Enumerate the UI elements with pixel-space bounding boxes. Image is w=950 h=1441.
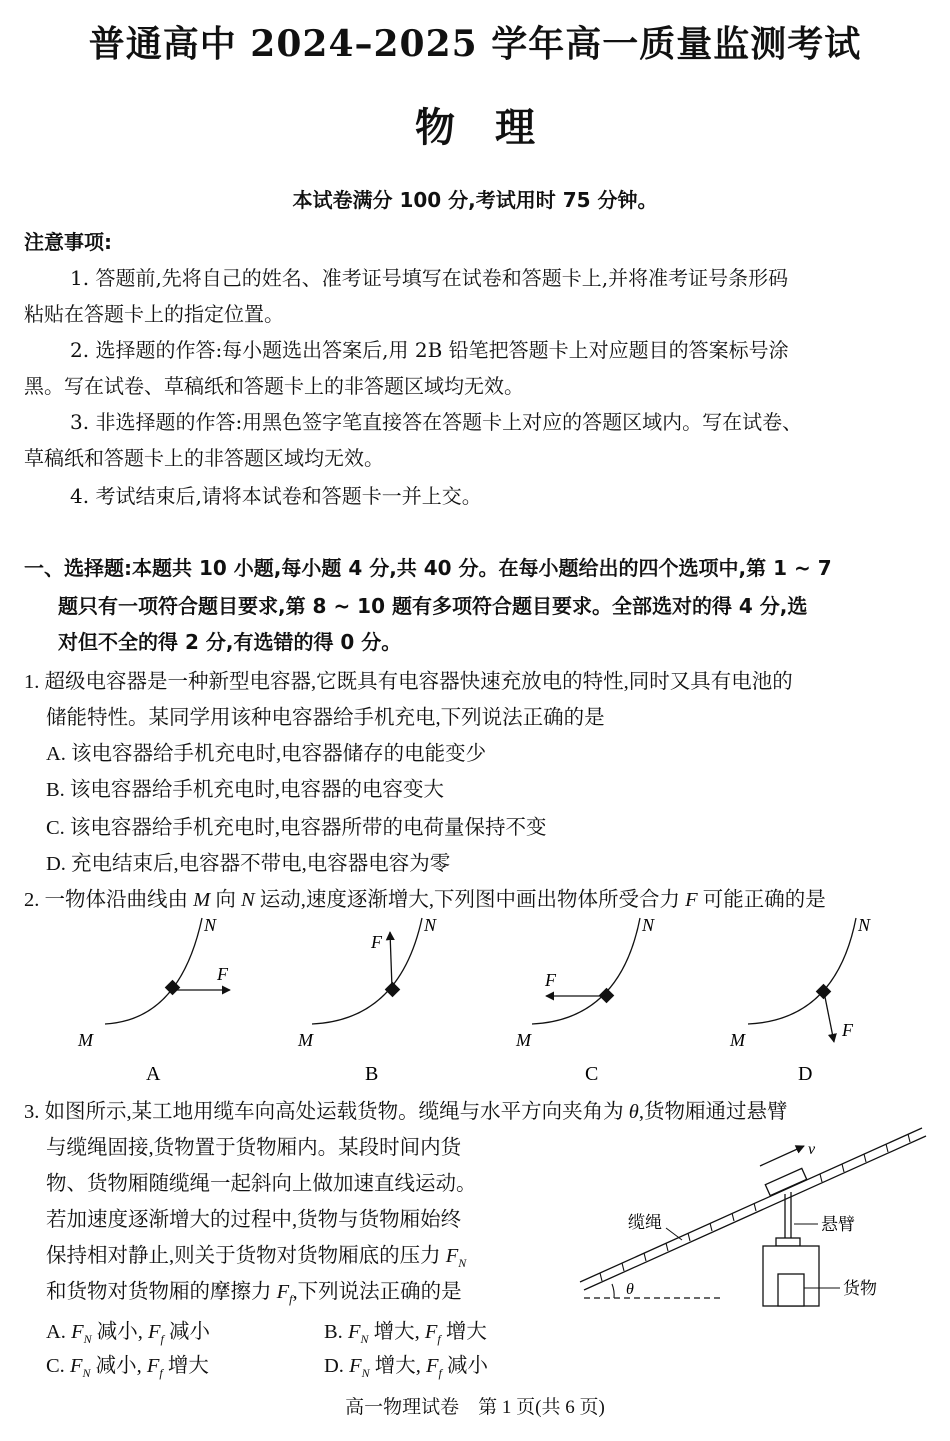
- figure-label: D: [798, 1063, 813, 1085]
- notes-line: 1. 答题前,先将自己的姓名、准考证号填写在试卷和答题卡上,并将准考证号条形码: [70, 266, 789, 290]
- notes-line: 草稿纸和答题卡上的非答题区域均无效。: [24, 446, 384, 470]
- q3-stem: 和货物对货物厢的摩擦力 $F_f$,下列说法正确的是: [46, 1281, 462, 1307]
- label-n: N: [424, 915, 437, 935]
- q1-option-d: D. 充电结束后,电容器不带电,电容器电容为零: [46, 853, 451, 875]
- exam-info: 本试卷满分 100 分,考试用时 75 分钟。: [292, 188, 658, 212]
- clamp: [765, 1168, 806, 1195]
- subject-title: 物理: [415, 104, 575, 151]
- q2-stem: 2. 一物体沿曲线由 M 向 N 运动,速度逐渐增大,下列图中画出物体所受合力 F 可能正确的是: [24, 889, 826, 911]
- section-heading: 一、选择题:本题共 10 小题,每小题 4 分,共 40 分。在每小题给出的四个选项中,第 1 ~ 7: [24, 556, 832, 580]
- label-rope: 缆绳: [628, 1213, 662, 1232]
- label-m: M: [516, 1030, 531, 1050]
- rope-hatching: [600, 1134, 910, 1281]
- notes-line: 2. 选择题的作答:每小题选出答案后,用 2B 铅笔把答题卡上对应题目的答案标号涂: [70, 338, 789, 362]
- q2-figure-a: [77, 915, 230, 1085]
- figure-label: A: [146, 1063, 161, 1085]
- q1-option-a: A. 该电容器给手机充电时,电容器储存的电能变少: [46, 743, 487, 765]
- q1-stem: 储能特性。某同学用该种电容器给手机充电,下列说法正确的是: [46, 707, 605, 729]
- q3-option-a: A. $F_N$ 减小, $F_f$ 减小: [46, 1321, 210, 1347]
- label-n: N: [204, 915, 217, 935]
- notes-line: 4. 考试结束后,请将本试卷和答题卡一并上交。: [70, 484, 482, 508]
- label-cargo: 货物: [843, 1279, 877, 1298]
- cargo: [778, 1274, 804, 1306]
- notes-line: 黑。写在试卷、草稿纸和答题卡上的非答题区域均无效。: [24, 374, 524, 398]
- q2-figure-c: [515, 915, 655, 1085]
- figure-label: B: [365, 1063, 379, 1085]
- q3-figure: [570, 1124, 940, 1324]
- notes-line: 粘贴在答题卡上的指定位置。: [24, 302, 284, 326]
- q1-stem: 1. 超级电容器是一种新型电容器,它既具有电容器快速充放电的特性,同时又具有电池的: [24, 671, 793, 693]
- q2-figure-d: [729, 915, 871, 1085]
- label-f: F: [545, 970, 556, 990]
- label-f: F: [842, 1020, 853, 1040]
- q2-figures: [0, 910, 950, 1090]
- q2-figure-b: [297, 915, 437, 1085]
- q3-stem: 保持相对静止,则关于货物对货物厢底的压力 $F_N$: [46, 1245, 467, 1271]
- label-m: M: [730, 1030, 745, 1050]
- figure-label: C: [585, 1063, 599, 1085]
- label-f: F: [371, 932, 382, 952]
- q3-option-c: C. $F_N$ 减小, $F_f$ 增大: [46, 1355, 209, 1381]
- q1-option-b: B. 该电容器给手机充电时,电容器的电容变大: [46, 779, 445, 801]
- label-f: F: [217, 964, 228, 984]
- q3-stem: 与缆绳固接,货物置于货物厢内。某段时间内货: [46, 1137, 462, 1159]
- label-m: M: [78, 1030, 93, 1050]
- label-theta: θ: [626, 1281, 634, 1298]
- label-n: N: [858, 915, 871, 935]
- exam-title: 普通高中 2024–2025 学年高一质量监测考试: [88, 23, 862, 65]
- q3-stem: 物、货物厢随缆绳一起斜向上做加速直线运动。: [46, 1173, 477, 1195]
- page-footer: 高一物理试卷 第 1 页(共 6 页): [345, 1397, 605, 1418]
- label-n: N: [642, 915, 655, 935]
- q3-stem: 若加速度逐渐增大的过程中,货物与货物厢始终: [46, 1209, 462, 1231]
- q3-stem: 3. 如图所示,某工地用缆车向高处运载货物。缆绳与水平方向夹角为 θ,货物厢通过悬臂: [24, 1101, 788, 1123]
- notes-line: 3. 非选择题的作答:用黑色签字笔直接答在答题卡上对应的答题区域内。写在试卷、: [70, 410, 803, 434]
- section-heading-line: 题只有一项符合题目要求,第 8 ~ 10 题有多项符合题目要求。全部选对的得 4 分,选: [58, 594, 808, 618]
- label-m: M: [298, 1030, 313, 1050]
- q3-option-d: D. $F_N$ 增大, $F_f$ 减小: [324, 1355, 488, 1381]
- label-v: v: [808, 1141, 816, 1158]
- label-arm: 悬臂: [821, 1215, 855, 1234]
- q3-option-b: B. $F_N$ 增大, $F_f$ 增大: [324, 1321, 487, 1347]
- q1-option-c: C. 该电容器给手机充电时,电容器所带的电荷量保持不变: [46, 817, 547, 839]
- section-heading-line: 对但不全的得 2 分,有选错的得 0 分。: [58, 630, 402, 654]
- notes-heading: 注意事项:: [24, 230, 112, 254]
